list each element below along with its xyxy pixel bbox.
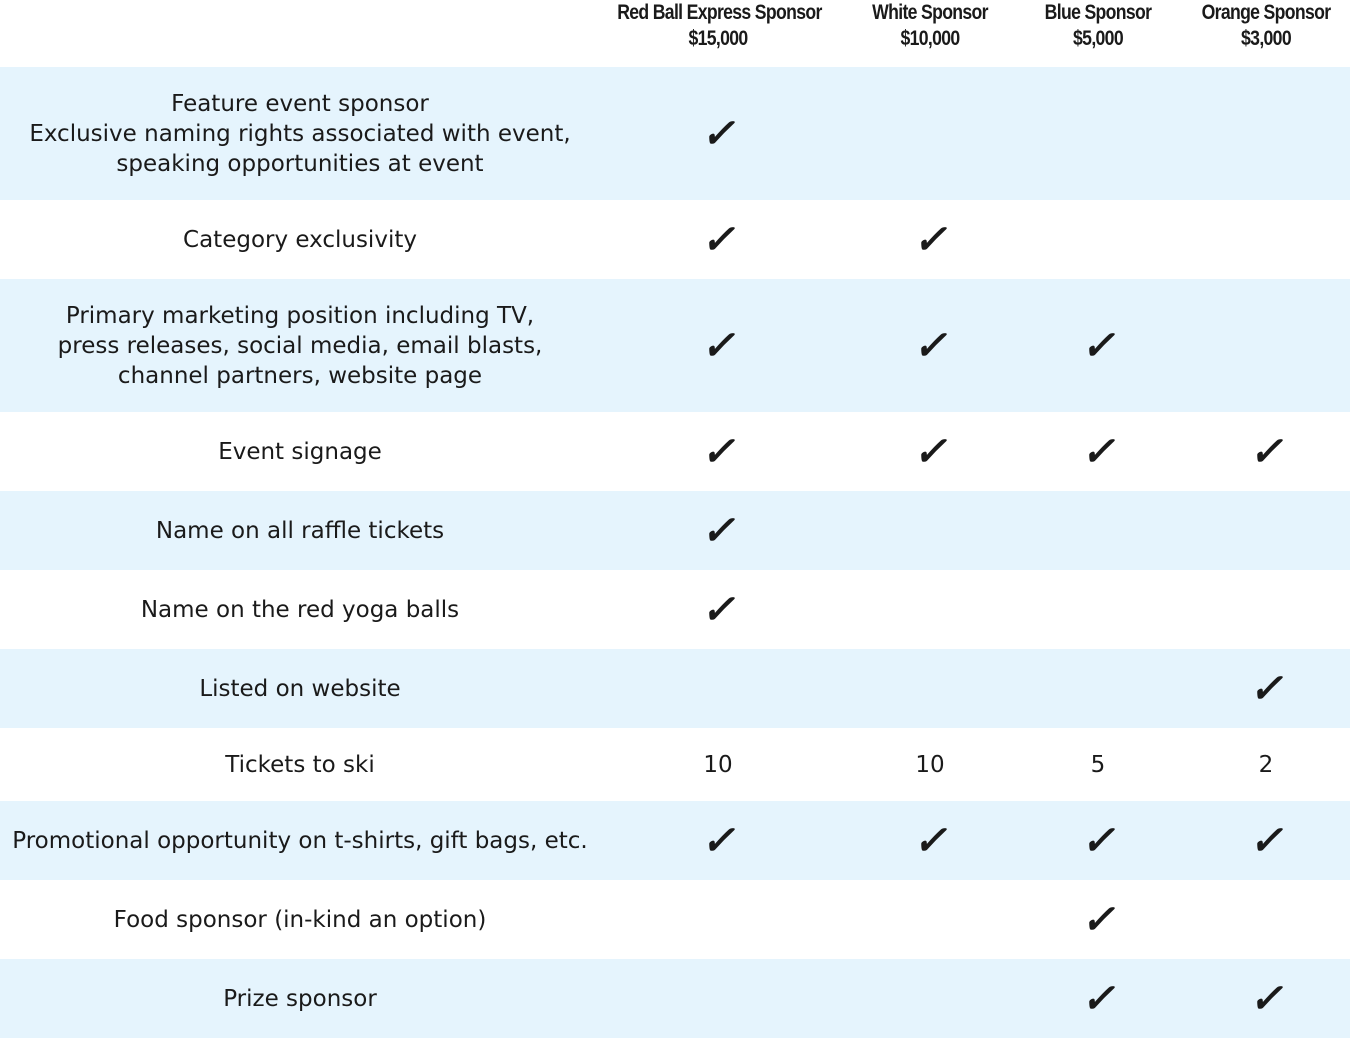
ticket-count: 5 — [1090, 751, 1106, 778]
checkmark-icon: ✓ — [701, 321, 735, 369]
table-row — [0, 279, 1350, 412]
tier-cell — [870, 959, 990, 1038]
checkmark-icon: ✓ — [1081, 816, 1115, 864]
tier-name: White Sponsor — [872, 1, 988, 24]
tier-cell — [1206, 279, 1326, 412]
checkmark-icon: ✓ — [913, 215, 947, 263]
feature-cell — [0, 279, 600, 412]
tier-cell — [1038, 880, 1158, 959]
checkmark-icon: ✓ — [1249, 816, 1283, 864]
checkmark-icon: ✓ — [1081, 427, 1115, 475]
checkmark-icon: ✓ — [1081, 321, 1115, 369]
tier-cell — [1206, 200, 1326, 279]
tier-name: Blue Sponsor — [1044, 1, 1152, 24]
feature-cell — [0, 801, 600, 880]
table-row — [0, 728, 1350, 801]
tier-cell — [1206, 491, 1326, 570]
checkmark-icon: ✓ — [701, 506, 735, 554]
tier-cell — [1038, 67, 1158, 200]
tier-cell — [1038, 728, 1158, 801]
tier-cell — [870, 412, 990, 491]
tier-cell — [870, 570, 990, 649]
tier-cell — [658, 801, 778, 880]
tier-cell — [1206, 728, 1326, 801]
feature-label: Name on the red yoga balls — [140, 596, 460, 623]
table-row — [0, 801, 1350, 880]
tier-cell — [870, 491, 990, 570]
tier-cell — [1206, 649, 1326, 728]
checkmark-icon: ✓ — [1249, 427, 1283, 475]
tier-cell — [658, 491, 778, 570]
tier-cell — [870, 728, 990, 801]
table-row — [0, 412, 1350, 491]
tier-price: $5,000 — [1073, 27, 1123, 50]
tier-name: Red Ball Express Sponsor — [617, 1, 822, 24]
feature-label: Name on all raffle tickets — [155, 517, 445, 544]
feature-cell — [0, 67, 600, 200]
feature-cell — [0, 959, 600, 1038]
tier-cell — [1038, 959, 1158, 1038]
tier-cell — [658, 67, 778, 200]
checkmark-icon: ✓ — [701, 816, 735, 864]
checkmark-icon: ✓ — [701, 585, 735, 633]
table-row — [0, 649, 1350, 728]
ticket-count: 10 — [703, 751, 733, 778]
feature-label: Feature event sponsor Exclusive naming rights associated with event, speaking opportunities at event — [29, 90, 571, 177]
tier-cell — [1206, 880, 1326, 959]
feature-label: Prize sponsor — [223, 985, 377, 1012]
feature-label: Promotional opportunity on t-shirts, gift bags, etc. — [12, 827, 588, 854]
tier-cell — [1206, 67, 1326, 200]
tier-price: $3,000 — [1241, 27, 1291, 50]
tier-cell — [1206, 412, 1326, 491]
table-row — [0, 880, 1350, 959]
tier-price: $10,000 — [900, 27, 960, 50]
table-header — [0, 0, 1350, 66]
tier-cell — [658, 412, 778, 491]
tier-cell — [1038, 801, 1158, 880]
tier-cell — [1206, 959, 1326, 1038]
feature-label: Primary marketing position including TV, press releases, social media, email blasts, channel partners, website page — [57, 302, 543, 389]
tier-cell — [1206, 801, 1326, 880]
tier-cell — [870, 649, 990, 728]
checkmark-icon: ✓ — [1249, 974, 1283, 1022]
feature-cell — [0, 728, 600, 801]
feature-label: Listed on website — [199, 675, 401, 702]
checkmark-icon: ✓ — [1249, 664, 1283, 712]
checkmark-icon: ✓ — [701, 109, 735, 157]
tier-cell — [1038, 570, 1158, 649]
feature-label: Food sponsor (in-kind an option) — [113, 906, 487, 933]
tier-cell — [1038, 649, 1158, 728]
tier-cell — [658, 880, 778, 959]
tier-cell — [1038, 279, 1158, 412]
feature-cell — [0, 412, 600, 491]
feature-label: Category exclusivity — [183, 226, 417, 253]
checkmark-icon: ✓ — [913, 427, 947, 475]
checkmark-icon: ✓ — [913, 816, 947, 864]
feature-label: Event signage — [218, 438, 382, 465]
tier-price: $15,000 — [688, 27, 748, 50]
tier-cell — [658, 279, 778, 412]
checkmark-icon: ✓ — [701, 427, 735, 475]
tier-name: Orange Sponsor — [1201, 1, 1331, 24]
tier-cell — [1038, 412, 1158, 491]
tier-cell — [1038, 491, 1158, 570]
tier-cell — [1206, 570, 1326, 649]
feature-cell — [0, 491, 600, 570]
checkmark-icon: ✓ — [1081, 895, 1115, 943]
feature-cell — [0, 649, 600, 728]
tier-cell — [1038, 200, 1158, 279]
tier-cell — [870, 279, 990, 412]
feature-cell — [0, 570, 600, 649]
ticket-count: 2 — [1258, 751, 1274, 778]
ticket-count: 10 — [915, 751, 945, 778]
tier-cell — [658, 959, 778, 1038]
tier-cell — [658, 649, 778, 728]
tier-cell — [658, 570, 778, 649]
tier-header-red-ball-express — [617, 0, 822, 52]
tier-cell — [658, 728, 778, 801]
tier-header-orange — [1165, 0, 1350, 52]
tier-cell — [658, 200, 778, 279]
tier-cell — [870, 801, 990, 880]
table-row — [0, 959, 1350, 1038]
table-row — [0, 200, 1350, 279]
checkmark-icon: ✓ — [701, 215, 735, 263]
feature-cell — [0, 200, 600, 279]
tier-cell — [870, 67, 990, 200]
checkmark-icon: ✓ — [913, 321, 947, 369]
feature-label: Tickets to ski — [225, 751, 375, 778]
tier-cell — [870, 880, 990, 959]
checkmark-icon: ✓ — [1081, 974, 1115, 1022]
table-row — [0, 491, 1350, 570]
table-row — [0, 570, 1350, 649]
table-row — [0, 67, 1350, 200]
feature-cell — [0, 880, 600, 959]
tier-cell — [870, 200, 990, 279]
